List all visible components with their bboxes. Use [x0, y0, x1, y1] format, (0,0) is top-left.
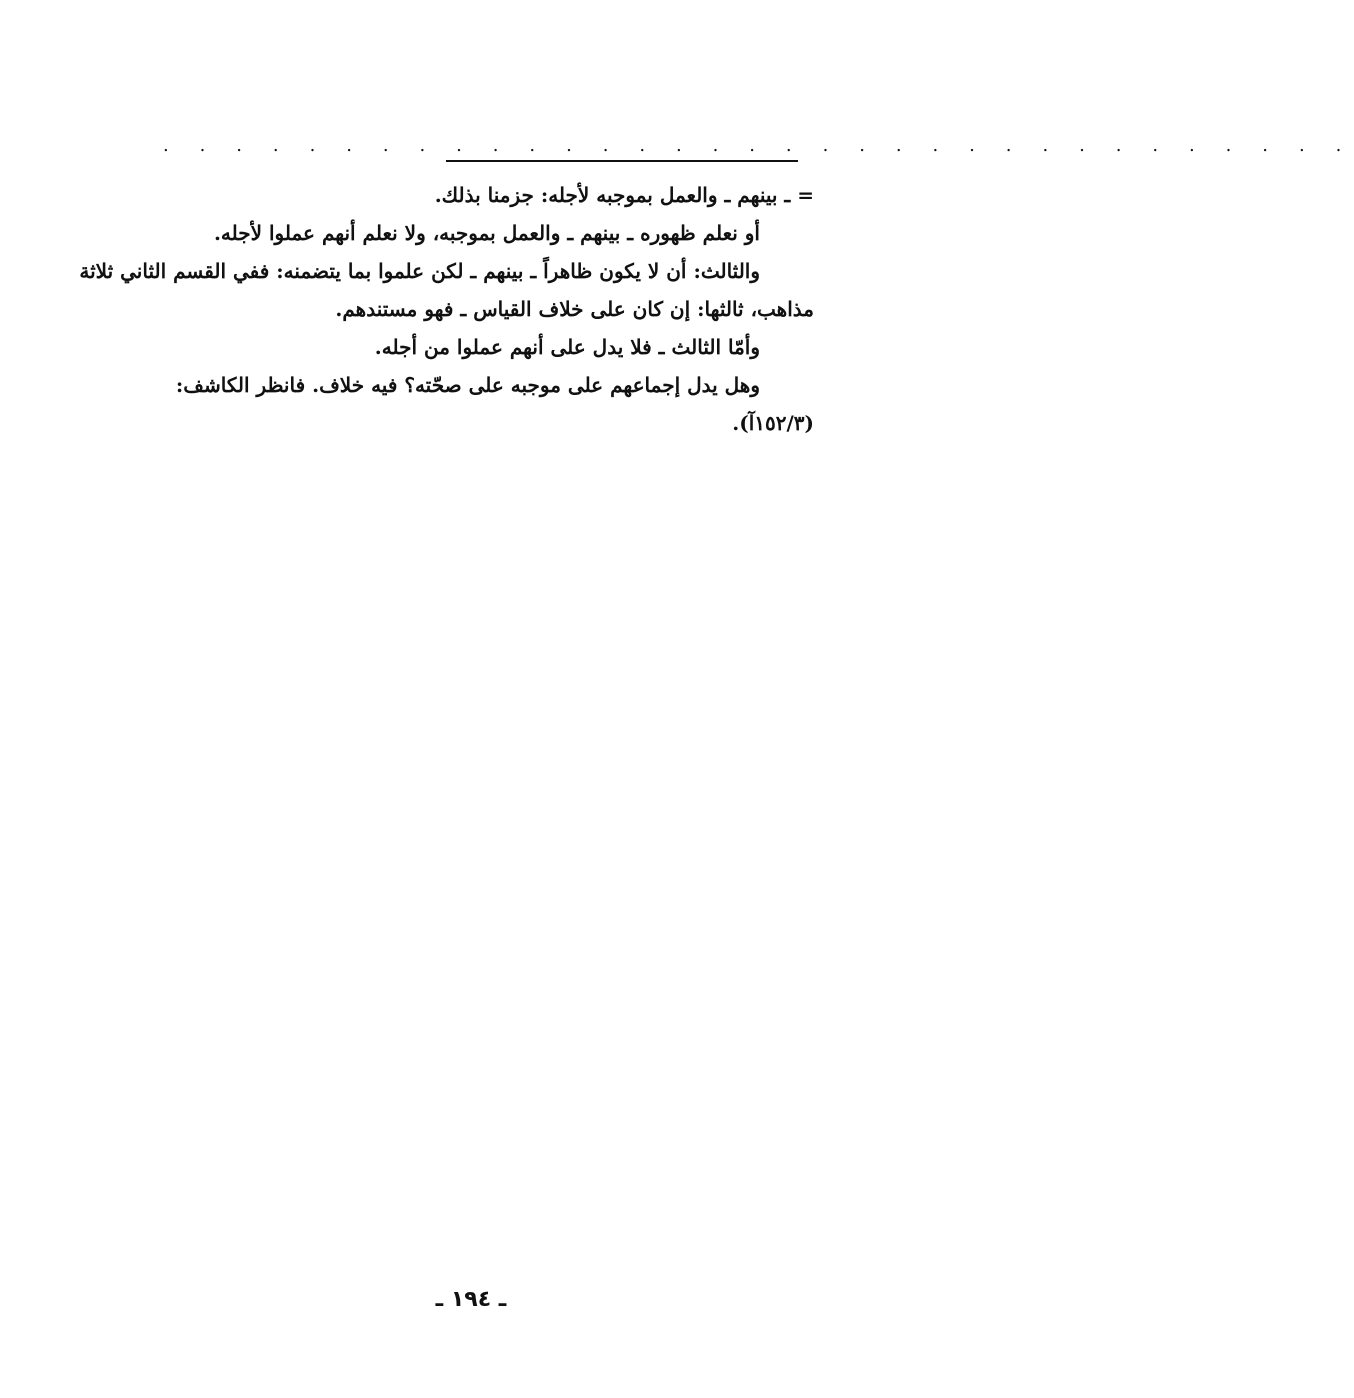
- footnote-line-7: (١٥٢/٣آ).: [732, 411, 814, 435]
- footnote-line-2: أو نعلم ظهوره ـ بينهم ـ والعمل بموجبه، ولا نعلم أنهم عملوا لأجله.: [213, 221, 760, 245]
- footnote-line-3: والثالث: أن لا يكون ظاهراً ـ بينهم ـ لكن علموا بما يتضمنه: ففي القسم الثاني ثلاثة: [79, 259, 760, 283]
- separator-dots: . . . . . . . . . . . . . . . . . . . . . . . . . . . . . . . . .: [163, 135, 1354, 156]
- footnote-text: [79, 176, 814, 442]
- footnote-rule: [446, 160, 798, 162]
- footnote-line-6: وهل يدل إجماعهم على موجبه على صحّته؟ فيه خلاف. فانظر الكاشف:: [175, 373, 760, 397]
- footnote-line-5: وأمّا الثالث ـ فلا يدل على أنهم عملوا من أجله.: [374, 335, 760, 359]
- page-number: ـ ١٩٤ ـ: [435, 1287, 507, 1312]
- footnote-line-1: = ـ بينهم ـ والعمل بموجبه لأجله: جزمنا بذلك.: [434, 183, 814, 207]
- footnote-line-4: مذاهب، ثالثها: إن كان على خلاف القياس ـ فهو مستندهم.: [335, 297, 814, 321]
